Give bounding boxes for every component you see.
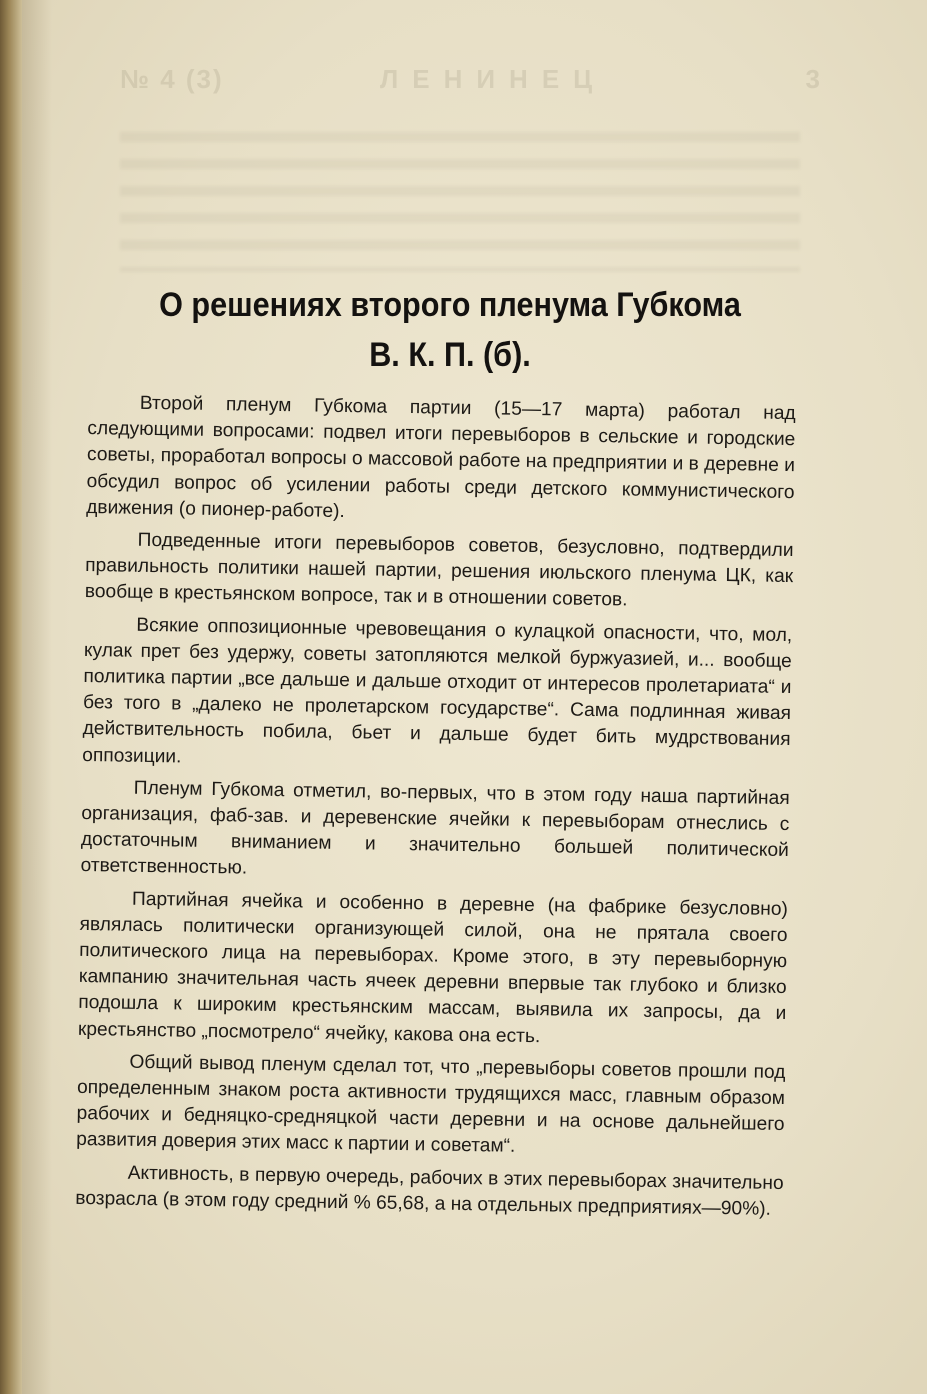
paragraph: Пленум Губкома отметил, во-первых, что в этом году наша партийная организация, фаб-зав. и деревенские ячейки к перевыборам отнеслись с достаточным вниманием и значительно большей политической ответственностью. [80,777,790,880]
article-body [75,390,796,1229]
paragraph: Партийная ячейка и особенно в деревне (на фабрике безусловно) являлась политически организующей силой, она не прятала своего политического лица на перевыборах. Кроме этого, в эту перевыборную кампанию значительная часть ячеек деревни впервые так глубоко и близко подошла к широким крестьянским массам, выявила их запросы, да и крестьянство „посмотрело“ ячейку, какова она есть. [77,888,789,1047]
paragraph: Подведенные итоги перевыборов советов, безусловно, подтвердили правильность политики нашей партии, решения июльского пленума ЦК, как вообще в крестьянском вопросе, так и в отношении советов. [84,529,794,611]
paragraph: Всякие оппозиционные чревовещания о кулацкой опасности, что, мол, кулак прет без удержу, советы затопляются мелкой буржуазией, и... вообще политика партии „все дальше и дальше отходит от интересов пролетариата“ и без того в „далеко не пролетарском государстве“. Сама подлинная живая действительность побила, бьет и дальше будет бить мудрствования оппозиции. [82,614,793,768]
issue-number: № 4 (3) [120,64,224,94]
running-head-show-through [120,64,820,104]
book-spine [0,0,22,1394]
page-number: 3 [805,64,820,94]
article-title [126,280,774,380]
reverse-side-show-through [120,132,800,272]
paragraph: Общий вывод пленум сделал тот, что „перевыборы советов прошли под определенным знаком роста активности трудящихся масс, главным образом рабочих и бедняцко-средняцкой части деревни и на основе дальнейшего развития доверия этих масс к партии и советам“. [76,1051,786,1158]
title-line-2: В. К. П. (б). [369,336,531,374]
paragraph: Второй пленум Губкома партии (15—17 марта) работал над следующими вопросами: подвел итоги перевыборов в сельские и городские советы, проработал вопросы о массовой работе на предприятии и в деревне и обсудил вопрос об усилении работы среди детского коммунистического движения (о пионер-работе). [85,392,796,522]
journal-name: ЛЕНИНЕЦ [380,64,607,94]
title-line-1: О решениях второго пленума Губкома [159,286,741,324]
paragraph: Активность, в первую очередь, рабочих в этих перевыборах значительно возрасла (в этом году средний % 65,68, а на отдельных предприятиях—90%). [75,1162,784,1220]
spine-shadow [22,0,52,1394]
